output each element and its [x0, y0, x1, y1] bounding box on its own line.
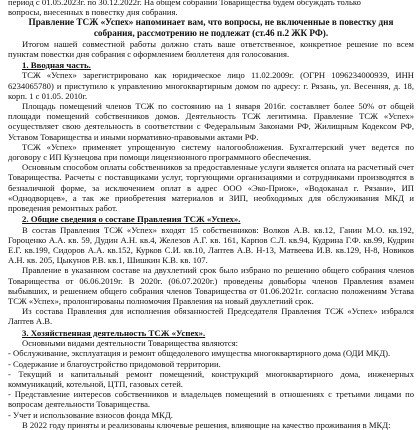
section-3-paragraph: Основными видами деятельности Товарищества являются: — [22, 338, 239, 349]
section-2-paragraph: Правление в указанном составе на двухлетний срок было избрано по решению общего собрания членов Товарищества от 06.06.2019г. В 2020г. (06.07.2020г.) проведены довыборы членов Правления взамен выбывших, и решением общего собрания членов Товарищества от 01.06.2021г. согласно положениям Устава ТСЖ «Успех», пролонгированы полномочия Правления на новый двухлетний срок. — [8, 265, 414, 307]
section-2-paragraph: В состав Правления ТСЖ «Успех» входят 15 собственников: Волков А.В. кв.12, Ганин М.О. кв.192, Гороценко А.А. кв. 59, Дудин А.Н. кв.4, Железов А.Г. кв. 161, Карпов С.Л. кв.94, Кудрина Г.Ф. кв.99, Кудрин Е.Г. кв.199, Сидоров А.А. кв.152, Курков С.И. кв.10, Лаптев А.В. Н-13, Матвеева И.В. кв.129, Н-8, Новиков А.Н. кв. 205, Цыкунов Р.В. кв.1, Шишкин К.В. кв. 107. — [8, 224, 414, 266]
intro-line-2: вопросы, внесенных в повестку дня собрания. — [8, 7, 178, 18]
activity-list-item: - Обслуживание, эксплуатация и ремонт общедолевого имущества многоквартирного дома (ОДИ МКД). — [8, 348, 391, 359]
notice-line-1: Правление ТСЖ «Успех» напоминает вам, что вопросы, не включенные в повестку дня — [28, 17, 394, 28]
notice-line-2: собрания, рассмотрению не подлежат (ст.46 п.2 ЖК РФ). — [93, 28, 329, 38]
section-1-paragraph: Площадь помещений членов ТСЖ по состоянию на 1 января 2016г. составляет более 50% от общей площади помещений собственников домов. Деятельность ТСЖ легитимна. Правление ТСЖ «Успех» осуществляет свою деятельность в соответствии с Федеральным Законами РФ, Жилищным Кодексом РФ, Уставом Товарищества и иными нормативно-правовыми актами РФ. — [8, 101, 414, 142]
section-1-paragraph: ТСЖ «Успех» применяет упрощенную систему налогообложения. Бухгалтерский учет ведется по договору с ИП Кузнецова при помощи лицензионного программного обеспечения. — [8, 141, 414, 163]
activity-list-item: - Учет и использование взносов фонда МКД. — [8, 409, 173, 420]
section-heading-economy: 3. Хозяйственная деятельность ТСЖ «Успех». — [22, 327, 206, 338]
section-3-tail: В 2022 году приняты и реализованы ключевые решения, влияющие на качество проживания в МКД: — [22, 419, 391, 430]
section-1-paragraph: ТСЖ «Успех» зарегистрировано как юридическое лицо 11.02.2009г. (ОГРН 1096234000939, ИНН 6234065780) и приступило к управлению многоквартирным домом по адресу: г. Рязань, ул. Весенняя, д. 18, корп. 1 с 01.05. 2010г. — [8, 70, 414, 101]
section-1-paragraph: Основным способом оплаты собственников за предоставленные услуги является оплата на расчетный счет Товарищества. Расчеты с поставщиками услуг, торгующими организациями и сотрудниками производятся в безналичной форме, за исключением оплат в адрес ООО «Эко-Приок», «Водоканал г. Рязани», ИП «Однодворцев», а так же приобретения материалов и ЗИП, необходимых для обслуживания МКД и проведения ремонтных работ. — [8, 162, 414, 214]
section-heading-intro: 1. Вводная часть. — [22, 60, 91, 70]
closing-paragraph: Итогом нашей совместной работы должно стать ваше ответственное, конкретное решение по всем пунктам повестки дня собрания с оформлением бюллетеня для голосования. — [8, 38, 414, 59]
section-2-paragraph: Из состава Правления для исполнения обязанностей Председателя Правления ТСЖ «Успех» избрался Лаптев А.В. — [8, 306, 414, 327]
intro-line-1: период с 01.05.2023г. по 30.12.2022г. На общем собрании Товарищества будем обсуждать только — [8, 0, 361, 7]
section-heading-board: 2. Общие сведения о составе Правления ТСЖ «Успех». — [22, 214, 241, 225]
activity-list-item: - Содержание и благоустройство придомовой территории. — [8, 358, 221, 369]
activity-list-item: - Представление интересов собственников и владельцев помещений в отношениях с третьими лицами по вопросам деятельности Товарищества. — [8, 389, 414, 410]
activity-list-item: - Текущий и капитальный ремонт помещений, конструкций многоквартирного дома, инженерных коммуникаций, котельной, ЦТП, газовых сетей. — [8, 368, 414, 389]
